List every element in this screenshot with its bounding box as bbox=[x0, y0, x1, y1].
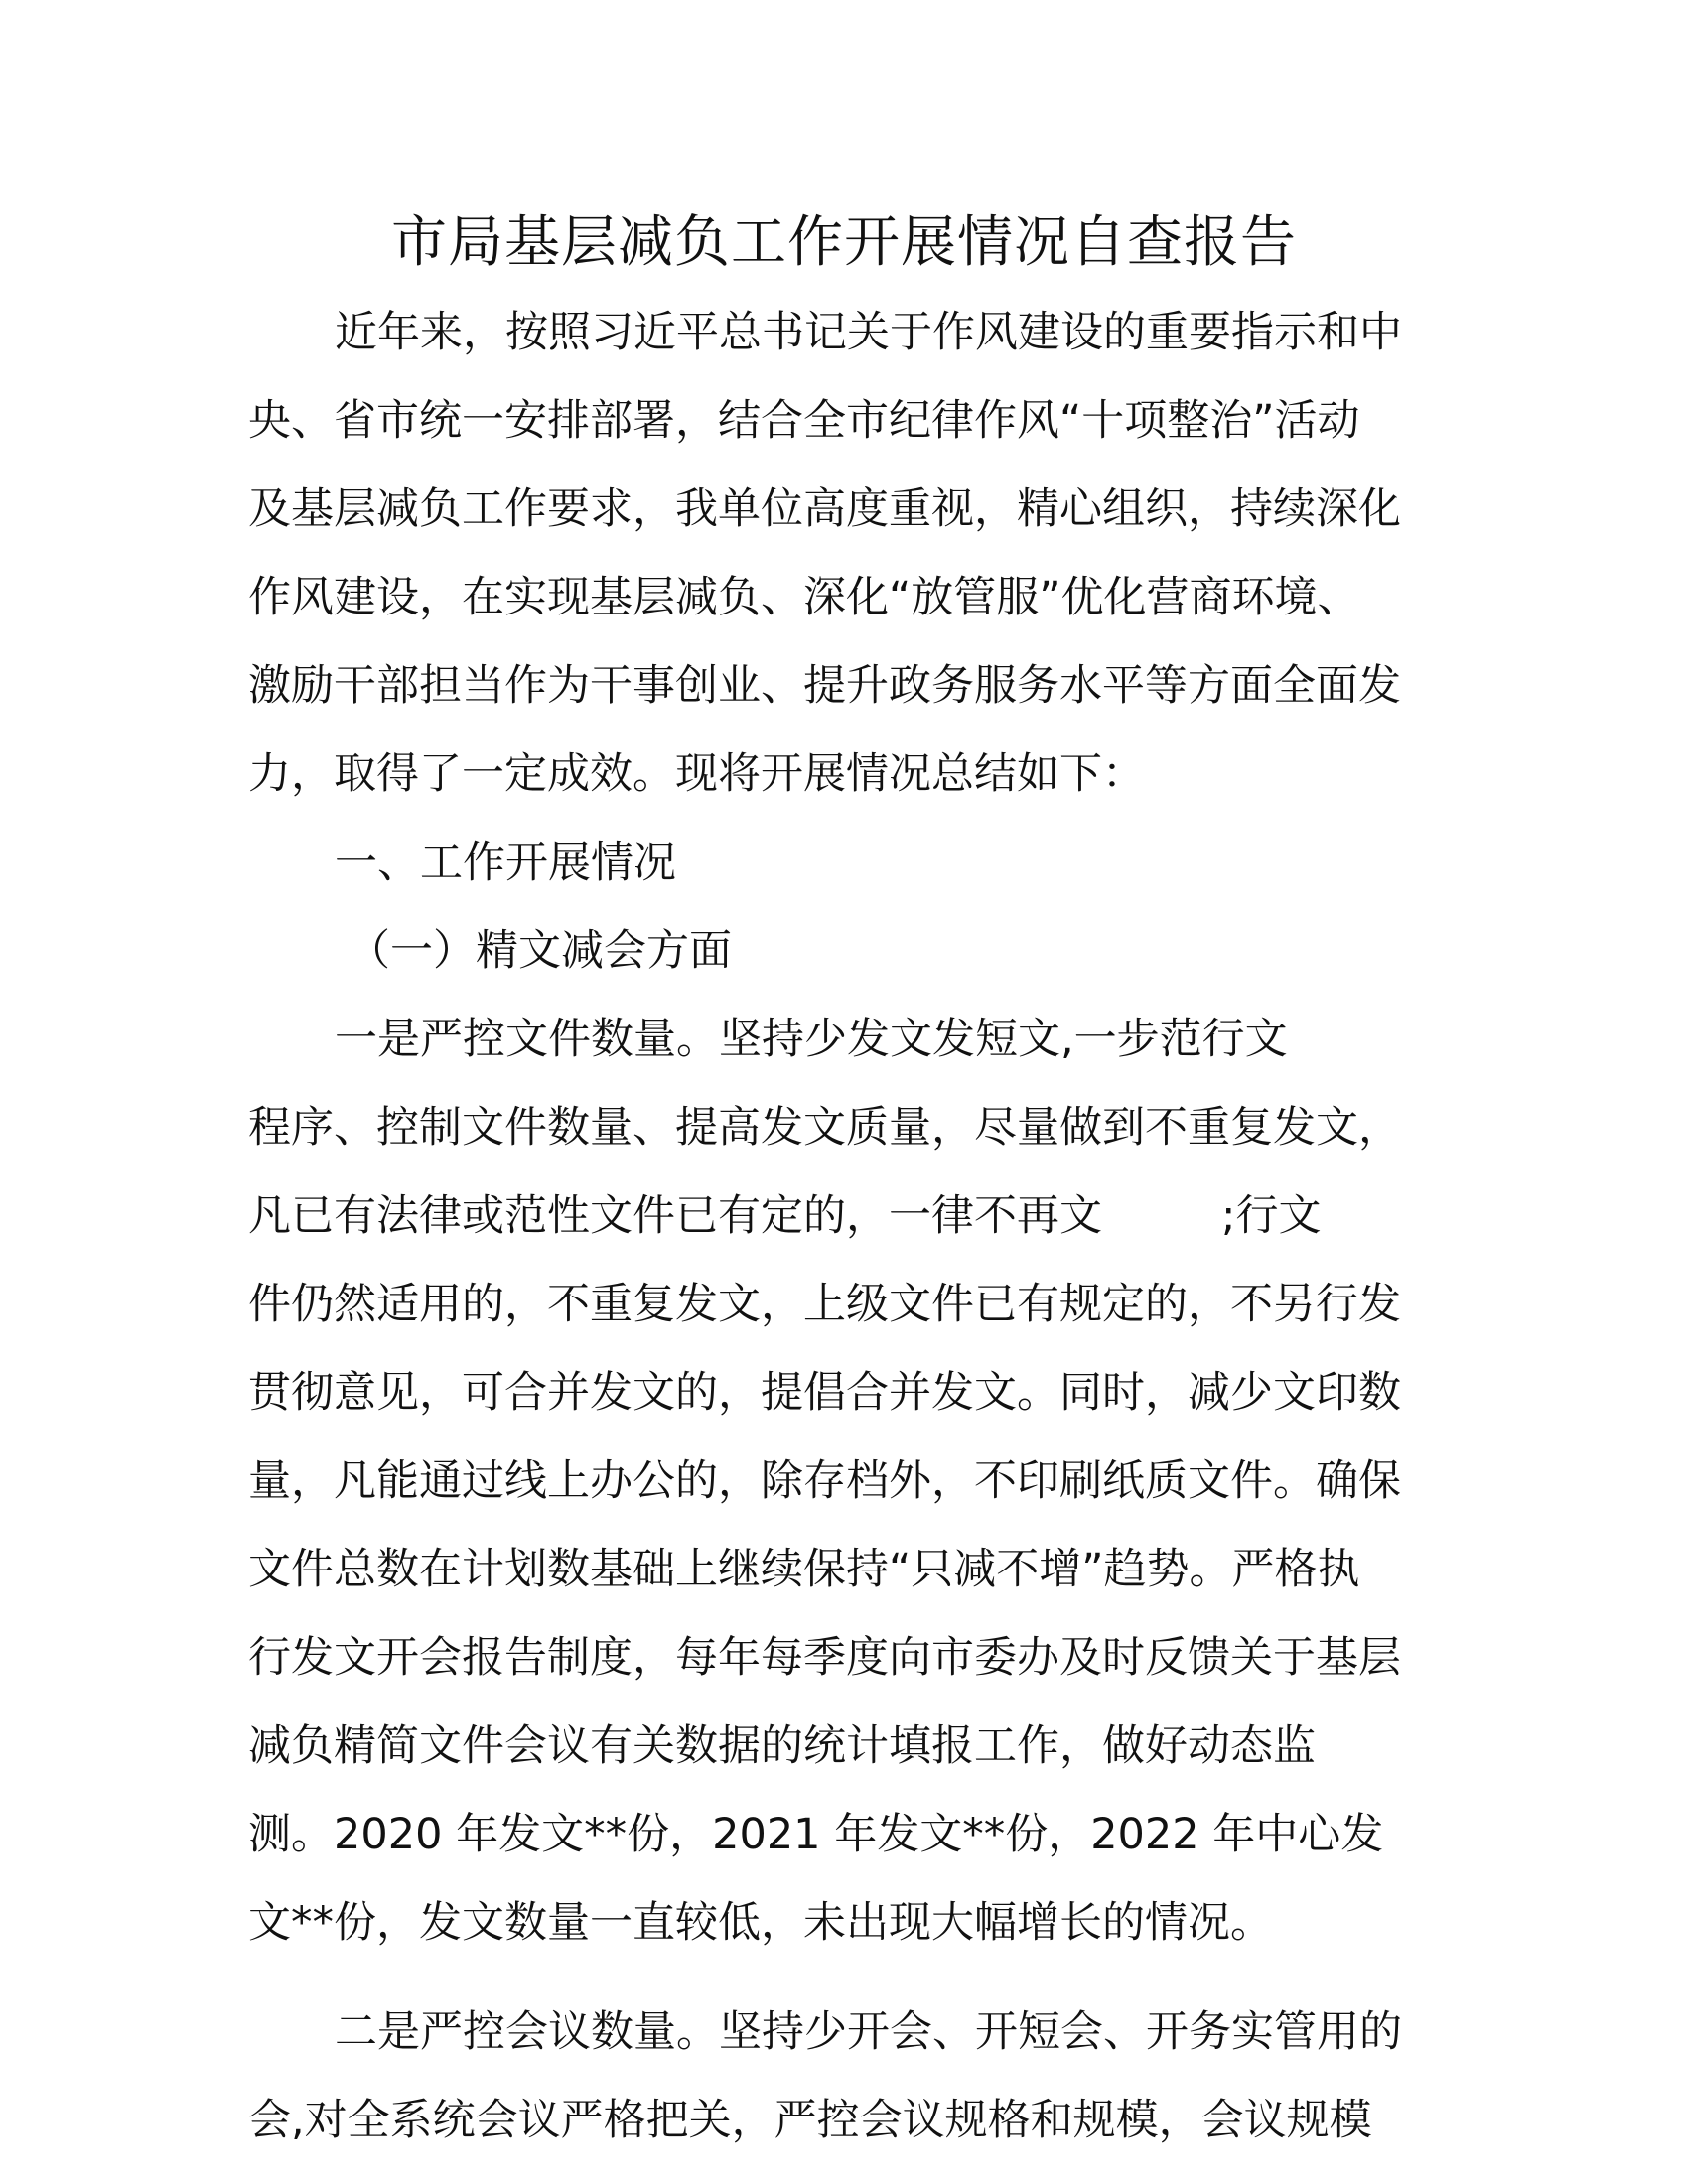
para1-line-7: 文件总数在计划数基础上继续保持“只减不增”趋势。严格执 bbox=[248, 1545, 1360, 1594]
intro-line-1: 近年来，按照习近平总书记关于作风建设的重要指示和中 bbox=[335, 308, 1402, 357]
para1-line-8: 行发文开会报告制度，每年每季度向市委办及时反馈关于基层 bbox=[248, 1633, 1401, 1683]
para1-line-6: 量，凡能通过线上办公的，除存档外，不印刷纸质文件。确保 bbox=[248, 1456, 1401, 1506]
intro-line-4: 作风建设，在实现基层减负、深化“放管服”优化营商环境、 bbox=[248, 573, 1360, 622]
para1-line-10: 测。2020 年发文**份，2021 年发文**份，2022 年中心发 bbox=[248, 1810, 1384, 1859]
document-title: 市局基层减负工作开展情况自查报告 bbox=[391, 210, 1297, 275]
intro-line-6: 力，取得了一定成效。现将开展情况总结如下： bbox=[248, 750, 1145, 799]
para1-line-11: 文**份，发文数量一直较低，未出现大幅增长的情况。 bbox=[248, 1898, 1273, 1948]
section-heading: 一、工作开展情况 bbox=[335, 838, 676, 887]
para2-line-2: 会,对全系统会议严格把关，严控会议规格和规模，会议规模 bbox=[248, 2096, 1372, 2145]
para1-line-3 bbox=[248, 1185, 1322, 1247]
para1-line-3-part-b: ;行文 bbox=[1221, 1191, 1322, 1241]
para1-line-1: 一是严控文件数量。坚持少发文发短文,一步范行文 bbox=[335, 1015, 1288, 1064]
para2-line-1: 二是严控会议数量。坚持少开会、开短会、开务实管用的 bbox=[335, 2007, 1402, 2057]
para1-line-4: 件仍然适用的，不重复发文，上级文件已有规定的，不另行发 bbox=[248, 1280, 1401, 1329]
para1-line-3-part-a: 凡已有法律或范性文件已有定的，一律不再文 bbox=[248, 1191, 1102, 1241]
intro-line-2: 央、省市统一安排部署，结合全市纪律作风“十项整治”活动 bbox=[248, 396, 1360, 446]
subsection-heading: （一）精文减会方面 bbox=[348, 926, 732, 976]
para1-line-2: 程序、控制文件数量、提高发文质量，尽量做到不重复发文， bbox=[248, 1103, 1401, 1153]
intro-line-3: 及基层减负工作要求，我单位高度重视，精心组织，持续深化 bbox=[248, 484, 1401, 534]
intro-line-5: 激励干部担当作为干事创业、提升政务服务水平等方面全面发 bbox=[248, 661, 1401, 711]
para1-line-9: 减负精简文件会议有关数据的统计填报工作，做好动态监 bbox=[248, 1721, 1316, 1771]
para1-line-5: 贯彻意见，可合并发文的，提倡合并发文。同时，减少文印数 bbox=[248, 1368, 1401, 1418]
